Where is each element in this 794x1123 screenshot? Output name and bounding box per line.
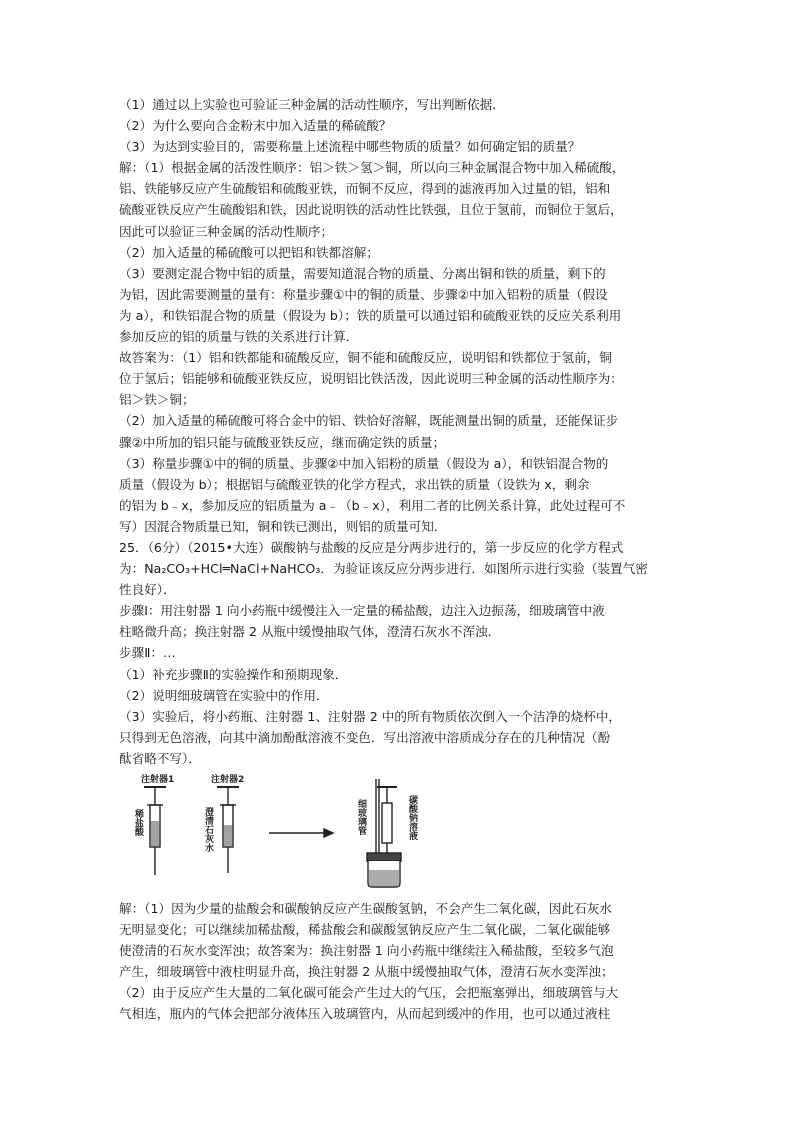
syringe-2-drawing <box>217 787 239 873</box>
text-line: 解：（1）因为少量的盐酸会和碳酸钠反应产生碳酸氢钠，不会产生二氧化碳，因此石灰水 <box>119 901 612 916</box>
text-line: （2）为什么要向合金粉末中加入适量的稀硫酸？ <box>119 118 392 134</box>
text-line: 因此可以验证三种金属的活动性顺序； <box>119 223 334 239</box>
text-line: （3）实验后，将小药瓶、注射器 1、注射器 2 中的所有物质依次倒入一个洁净的烧杯中， <box>119 708 622 724</box>
text-line: 写）因混合物质量已知，铜和铁已测出，则铝的质量可知． <box>119 518 447 534</box>
glass-tube-label: 细玻璃管 <box>356 799 366 835</box>
text-line: 为：Na₂CO₃+HCl═NaCl+NaHCO₃．为验证该反应分两步进行．如图所示进行实验（装置气密 <box>119 561 648 577</box>
bottle-setup-drawing <box>367 779 401 887</box>
text-line: （1）通过以上实验也可验证三种金属的活动性顺序，写出判断依据． <box>119 97 505 112</box>
text-line: 酞省略不写）． <box>119 750 201 766</box>
text-line: 只得到无色溶液，向其中滴加酚酞溶液不变色．写出溶液中溶质成分存在的几种情况（酚 <box>119 729 611 745</box>
text-line: 性良好）． <box>119 582 176 598</box>
text-line: 为铝，因此需要测量的量有：称量步骤①中的铜的质量、步骤②中加入铝粉的质量（假设 <box>119 286 608 302</box>
document-page <box>119 94 679 1025</box>
experiment-figure <box>119 775 679 890</box>
text-line: （3）称量步骤①中的铜的质量、步骤②中加入铝粉的质量（假设为 a），和铁铝混合物的 <box>119 455 609 471</box>
text-line: （2）由于反应产生大量的二氧化碳可能会产生过大的气压，会把瓶塞弹出，细玻璃管与大 <box>119 985 619 1001</box>
text-line: （1）补充步骤Ⅱ的实验操作和预期现象． <box>119 666 348 682</box>
text-line: 质量（假设为 b）；根据铝与硫酸亚铁的化学方程式，求出铁的质量（设铁为 x，剩余 <box>119 476 590 492</box>
text-block-answer <box>119 898 679 1025</box>
syringe-2-title: 注射器2 <box>211 775 245 785</box>
text-line: 步骤Ⅰ：用注射器 1 向小药瓶中缓慢注入一定量的稀盐酸，边注入边振荡，细玻璃管中液 <box>119 603 605 619</box>
text-line: 为 a），和铁铝混合物的质量（假设为 b）；铁的质量可以通过铝和硫酸亚铁的反应关系利用 <box>119 307 622 323</box>
text-line: 的铝为 b﹣x，参加反应的铝质量为 a﹣（b﹣x），利用二者的比例关系计算，此处过程可不 <box>119 497 626 513</box>
text-line: 硫酸亚铁反应产生硫酸铝和铁，因此说明铁的活动性比铁强，且位于氢前，而铜位于氢后， <box>119 202 623 218</box>
text-line: 骤②中所加的铝只能与硫酸亚铁反应，继而确定铁的质量； <box>119 434 446 450</box>
syringe-1-title: 注射器1 <box>141 775 175 785</box>
bottle-content-label: 碳酸钠溶液 <box>407 795 417 840</box>
text-line: （2）加入适量的稀硫酸可将合金中的铝、铁恰好溶解，既能测量出铜的质量，还能保证步 <box>119 413 619 429</box>
text-line: 产生，细玻璃管中液柱明显升高，换注射器 2 从瓶中缓慢抽取气体，澄清石灰水变浑浊； <box>119 964 614 980</box>
text-line: （2）说明细玻璃管在实验中的作用． <box>119 687 329 703</box>
text-line: 故答案为：（1）铝和铁都能和硫酸反应，铜不能和硫酸反应，说明铝和铁都位于氢前，铜 <box>119 350 612 366</box>
text-line: 无明显变化；可以继续加稀盐酸，稀盐酸会和碳酸氢钠反应产生二氧化碳，二氧化碳能够 <box>119 922 611 938</box>
text-block-solution <box>119 94 679 769</box>
text-line: 25．（6分）（2015•大连）碳酸钠与盐酸的反应是分两步进行的，第一步反应的化学方程式 <box>119 539 624 555</box>
text-line: 使澄清的石灰水变浑浊；故答案为：换注射器 1 向小药瓶中继续注入稀盐酸，至较多气泡 <box>119 943 614 959</box>
syringe-1-drawing <box>144 787 166 875</box>
text-line: 步骤Ⅱ：… <box>119 645 176 661</box>
arrow-icon <box>269 829 333 837</box>
text-line: （3）为达到实验目的，需要称量上述流程中哪些物质的质量？如何确定铝的质量？ <box>119 139 581 155</box>
text-line: 位于氢后；铝能够和硫酸亚铁反应，说明铝比铁活泼，因此说明三种金属的活动性顺序为： <box>119 371 623 387</box>
text-line: 参加反应的铝的质量与铁的关系进行计算． <box>119 329 359 345</box>
syringe-2-content-label: 澄清石灰水 <box>203 807 213 852</box>
text-line: （2）加入适量的稀硫酸可以把铝和铁都溶解； <box>119 244 379 260</box>
syringe-1-content-label: 稀盐酸 <box>133 809 143 836</box>
text-line: 气相连，瓶内的气体会把部分液体压入玻璃管内，从而起到缓冲的作用，也可以通过液柱 <box>119 1006 611 1022</box>
text-line: 铝＞铁＞铜； <box>119 392 195 408</box>
text-line: 解：（1）根据金属的活泼性顺序：铝＞铁＞氢＞铜，所以向三种金属混合物中加入稀硫酸， <box>119 160 625 176</box>
text-line: 柱略微升高；换注射器 2 从瓶中缓慢抽取气体，澄清石灰水不浑浊． <box>119 624 501 640</box>
text-line: （3）要测定混合物中铝的质量，需要知道混合物的质量、分离出铜和铁的质量，剩下的 <box>119 265 606 281</box>
text-line: 铝、铁能够反应产生硫酸铝和硫酸亚铁，而铜不反应，得到的滤液再加入过量的铝，铝和 <box>119 181 611 197</box>
